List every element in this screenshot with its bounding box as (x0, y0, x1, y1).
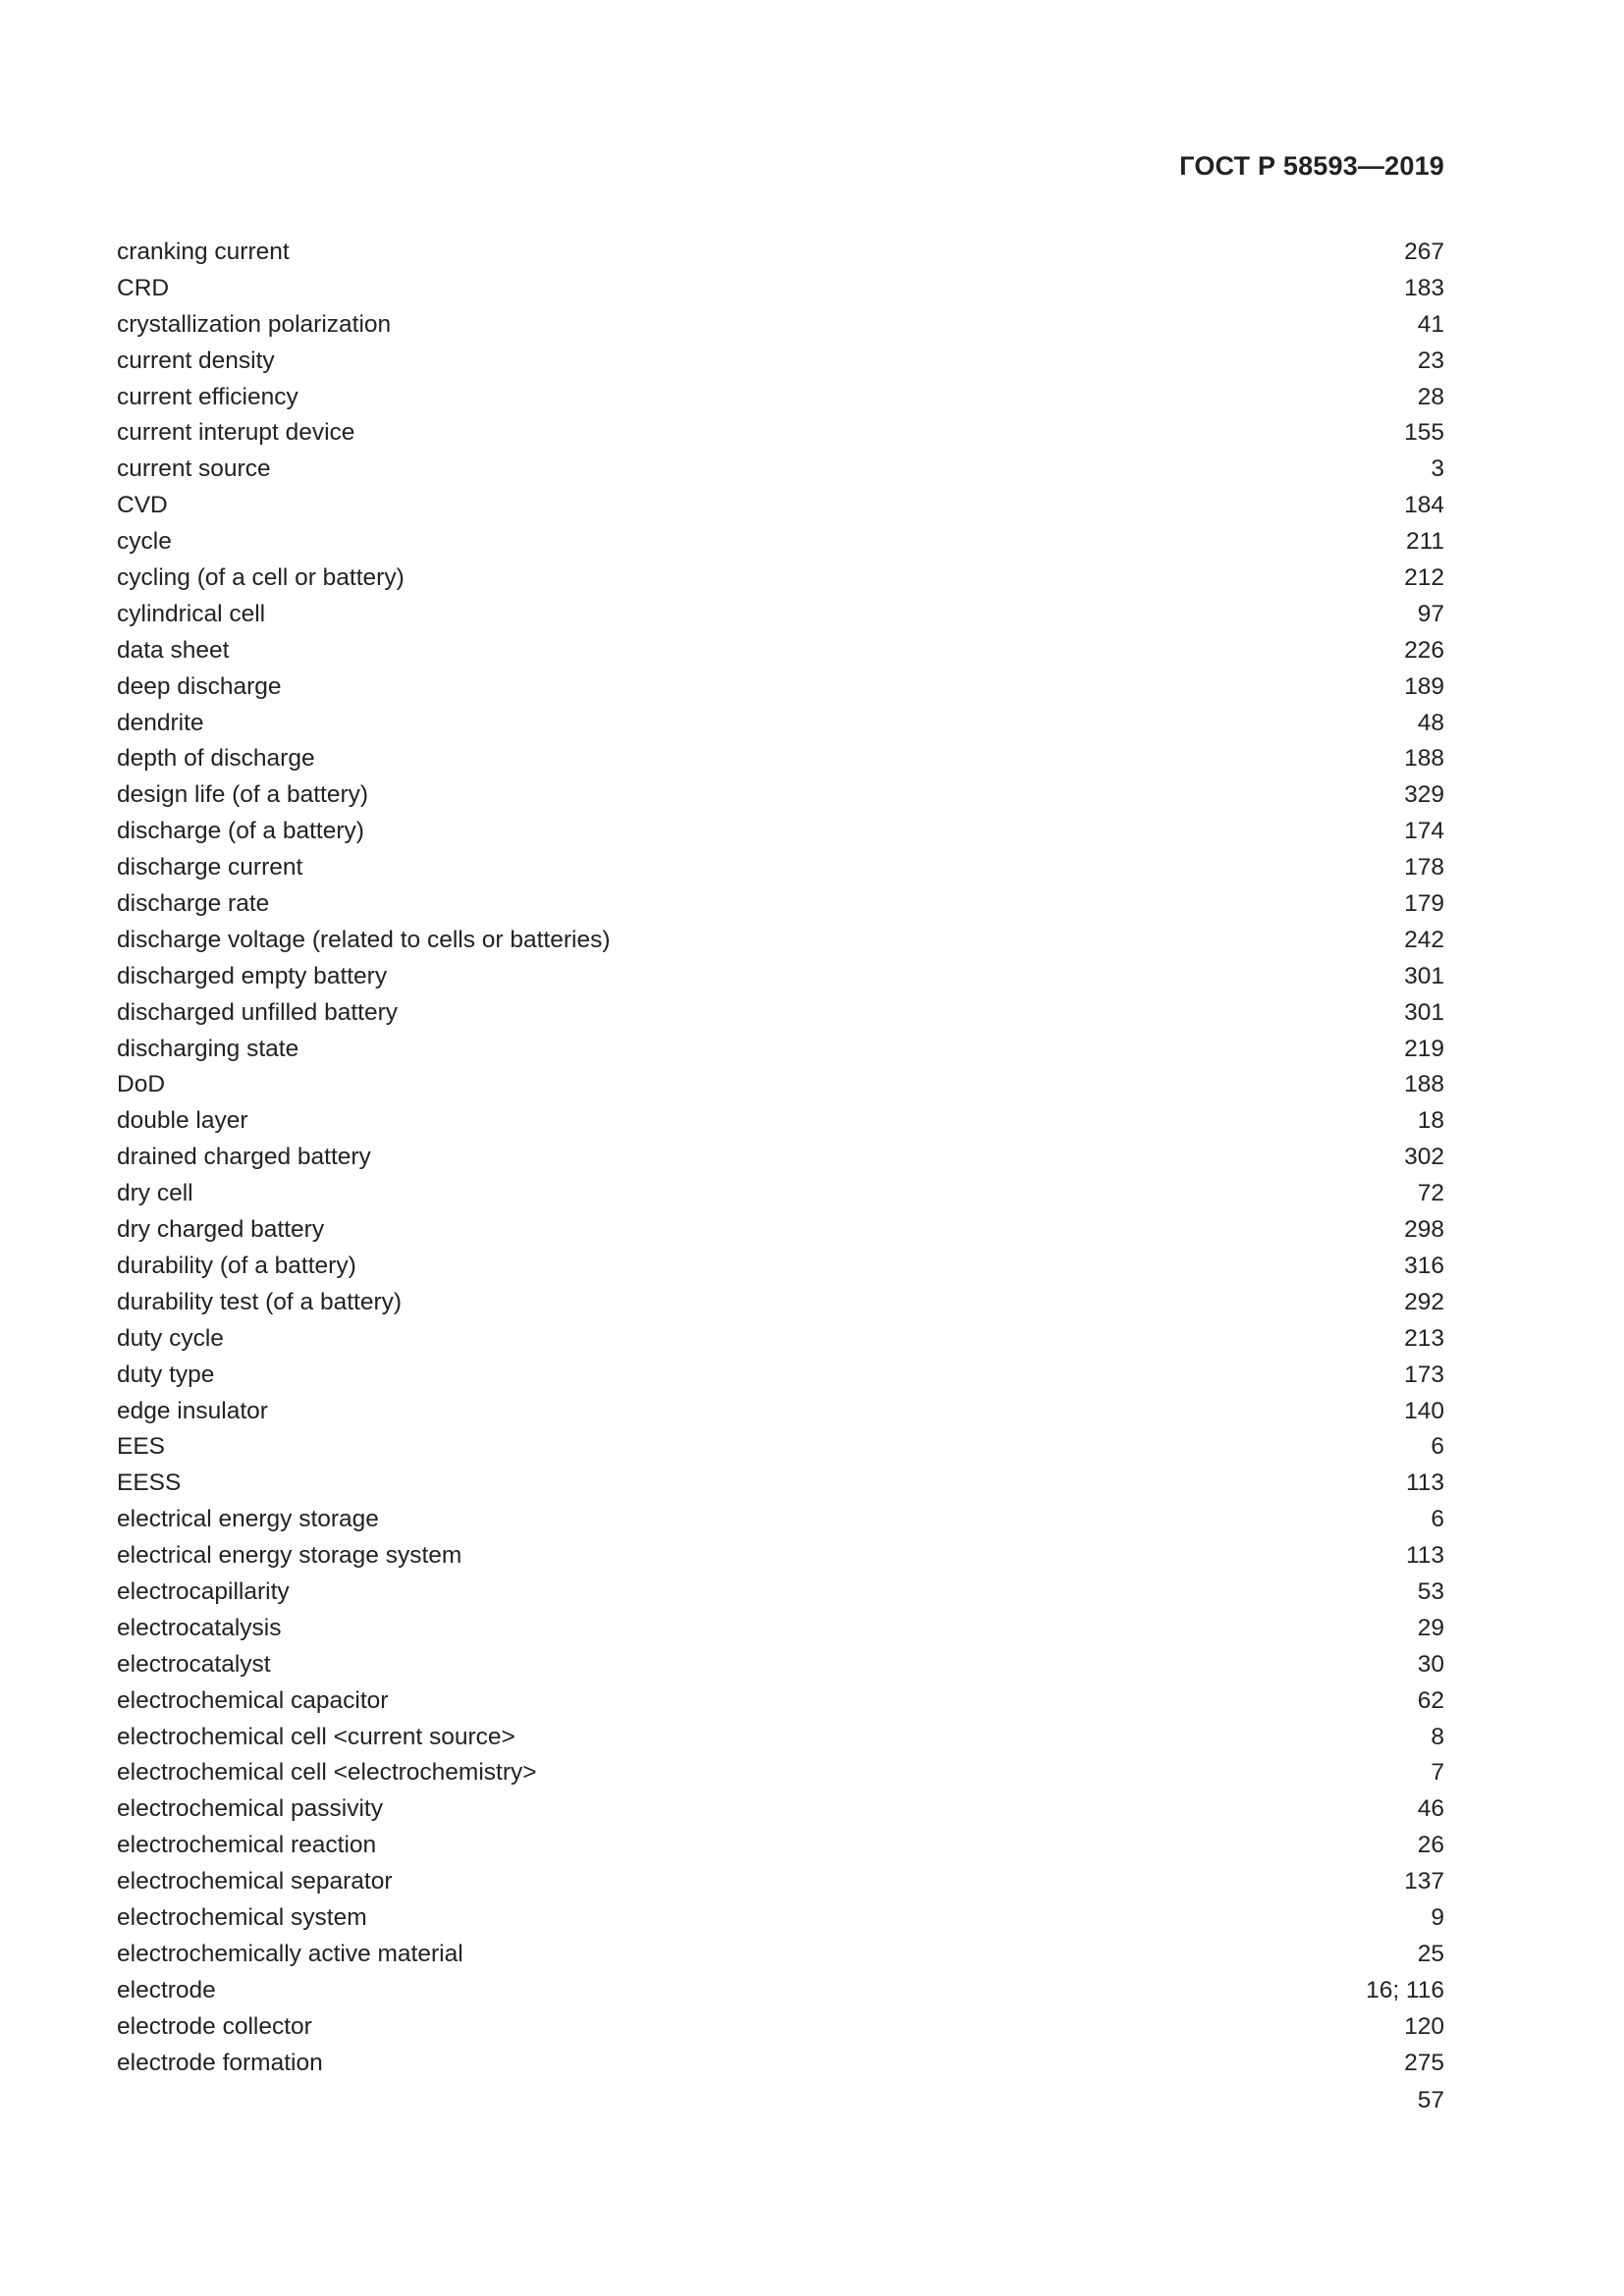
index-term: deep discharge (117, 672, 282, 700)
index-reference-number: 189 (1404, 672, 1444, 700)
index-term: durability test (of a battery) (117, 1288, 403, 1315)
index-entry (117, 344, 1444, 380)
index-term: data sheet (117, 636, 230, 664)
index-term: discharge rate (117, 890, 270, 918)
index-term: electrochemical capacitor (117, 1686, 389, 1714)
index-reference-number: 48 (1417, 709, 1444, 736)
index-term: electrode formation (117, 2049, 323, 2076)
index-term: dry cell (117, 1180, 193, 1207)
index-term: current efficiency (117, 383, 298, 410)
index-term: electrochemical system (117, 1903, 367, 1931)
index-list (117, 235, 1444, 2081)
index-entry (117, 923, 1444, 959)
index-entry (117, 307, 1444, 344)
index-reference-number: 242 (1404, 926, 1444, 953)
index-entry (117, 524, 1444, 561)
index-term: CVD (117, 492, 168, 519)
index-reference-number: 219 (1404, 1035, 1444, 1062)
index-entry (117, 1249, 1444, 1285)
index-reference-number: 267 (1404, 239, 1444, 265)
index-entry (117, 597, 1444, 633)
index-entry (117, 633, 1444, 669)
index-term: duty type (117, 1361, 215, 1388)
index-reference-number: 6 (1431, 1506, 1444, 1533)
index-reference-number: 6 (1431, 1433, 1444, 1461)
index-entry (117, 1176, 1444, 1212)
index-entry (117, 669, 1444, 706)
index-reference-number: 155 (1404, 419, 1444, 447)
index-entry (117, 1429, 1444, 1466)
index-entry (117, 380, 1444, 416)
index-reference-number: 113 (1405, 1542, 1444, 1570)
index-term: electrode (117, 1976, 216, 2003)
index-reference-number: 211 (1405, 528, 1444, 556)
index-reference-number: 188 (1404, 745, 1444, 773)
index-reference-number: 301 (1404, 998, 1444, 1026)
index-reference-number: 184 (1404, 492, 1444, 519)
index-entry (117, 1647, 1444, 1683)
index-term: edge insulator (117, 1397, 268, 1424)
index-reference-number: 53 (1417, 1577, 1444, 1605)
index-term: CRD (117, 274, 170, 301)
index-entry (117, 2009, 1444, 2046)
index-entry (117, 814, 1444, 850)
index-entry (117, 1212, 1444, 1249)
index-term: cylindrical cell (117, 600, 266, 627)
index-reference-number: 302 (1404, 1144, 1444, 1171)
index-term: current density (117, 347, 275, 374)
index-reference-number: 30 (1417, 1650, 1444, 1678)
index-entry (117, 488, 1444, 524)
index-entry (117, 1864, 1444, 1900)
index-term: depth of discharge (117, 745, 315, 773)
index-entry (117, 850, 1444, 886)
document-header-standard-id: ГОСТ Р 58593—2019 (1179, 151, 1444, 181)
index-term: EES (117, 1433, 166, 1461)
index-reference-number: 179 (1404, 890, 1444, 918)
index-entry (117, 1683, 1444, 1720)
index-reference-number: 26 (1417, 1832, 1444, 1859)
index-term: dry charged battery (117, 1216, 325, 1244)
index-entry (117, 271, 1444, 307)
index-reference-number: 3 (1431, 455, 1444, 483)
index-reference-number: 97 (1417, 600, 1444, 627)
index-term: dendrite (117, 709, 204, 736)
index-term: electrochemically active material (117, 1940, 463, 1967)
index-entry (117, 1720, 1444, 1756)
index-entry (117, 415, 1444, 452)
index-term: electrochemical reaction (117, 1832, 377, 1859)
index-reference-number: 316 (1404, 1252, 1444, 1279)
index-entry (117, 1575, 1444, 1611)
index-reference-number: 25 (1417, 1940, 1444, 1967)
index-reference-number: 62 (1417, 1686, 1444, 1714)
index-term: design life (of a battery) (117, 781, 369, 809)
index-term: electrode collector (117, 2012, 312, 2040)
index-entry (117, 1611, 1444, 1647)
index-reference-number: 137 (1404, 1868, 1444, 1896)
index-term: discharge (of a battery) (117, 818, 364, 845)
index-entry (117, 741, 1444, 777)
index-term: electrical energy storage system (117, 1542, 462, 1570)
page-number: 57 (1417, 2087, 1444, 2113)
index-entry (117, 959, 1444, 995)
index-entry (117, 1973, 1444, 2009)
index-reference-number: 183 (1404, 274, 1444, 301)
index-term: discharge current (117, 854, 303, 881)
index-entry (117, 1502, 1444, 1538)
index-reference-number: 113 (1405, 1469, 1444, 1497)
index-entry (117, 995, 1444, 1032)
index-term: electrochemical passivity (117, 1795, 383, 1823)
index-term: drained charged battery (117, 1144, 371, 1171)
index-entry (117, 777, 1444, 814)
index-term: electrocatalyst (117, 1650, 271, 1678)
index-reference-number: 72 (1417, 1180, 1444, 1207)
index-entry (117, 1755, 1444, 1791)
index-term: electrochemical cell <electrochemistry> (117, 1759, 537, 1787)
index-reference-number: 29 (1417, 1614, 1444, 1641)
index-reference-number: 46 (1417, 1795, 1444, 1823)
index-term: discharged unfilled battery (117, 998, 399, 1026)
index-entry (117, 1285, 1444, 1321)
index-term: current interupt device (117, 419, 355, 447)
index-term: EESS (117, 1469, 182, 1497)
index-term: discharged empty battery (117, 962, 388, 989)
index-entry (117, 1791, 1444, 1828)
index-term: electrochemical separator (117, 1868, 393, 1896)
index-entry (117, 1067, 1444, 1103)
index-reference-number: 120 (1404, 2012, 1444, 2040)
index-reference-number: 28 (1417, 383, 1444, 410)
index-entry (117, 1394, 1444, 1430)
index-term: cranking current (117, 239, 290, 265)
index-entry (117, 1321, 1444, 1358)
index-reference-number: 329 (1404, 781, 1444, 809)
index-reference-number: 23 (1417, 347, 1444, 374)
index-reference-number: 9 (1431, 1903, 1444, 1931)
index-entry (117, 1140, 1444, 1176)
index-term: electrical energy storage (117, 1506, 379, 1533)
index-term: electrochemical cell <current source> (117, 1723, 515, 1750)
index-reference-number: 41 (1417, 310, 1444, 338)
index-term: current source (117, 455, 271, 483)
index-entry (117, 1900, 1444, 1937)
index-term: durability (of a battery) (117, 1252, 356, 1279)
index-term: electrocapillarity (117, 1577, 290, 1605)
index-reference-number: 178 (1404, 854, 1444, 881)
index-entry (117, 1032, 1444, 1068)
index-reference-number: 292 (1404, 1288, 1444, 1315)
index-term: DoD (117, 1071, 166, 1098)
index-term: duty cycle (117, 1324, 224, 1352)
index-entry (117, 1828, 1444, 1864)
index-entry (117, 235, 1444, 271)
index-reference-number: 301 (1404, 962, 1444, 989)
index-entry (117, 1937, 1444, 1973)
index-reference-number: 8 (1431, 1723, 1444, 1750)
index-reference-number: 18 (1417, 1107, 1444, 1135)
index-entry (117, 706, 1444, 742)
index-entry (117, 561, 1444, 597)
index-term: crystallization polarization (117, 310, 392, 338)
index-entry (117, 2046, 1444, 2082)
index-entry (117, 886, 1444, 923)
index-reference-number: 275 (1404, 2049, 1444, 2076)
index-entry (117, 1538, 1444, 1575)
index-reference-number: 188 (1404, 1071, 1444, 1098)
index-reference-number: 140 (1404, 1397, 1444, 1424)
index-entry (117, 1466, 1444, 1502)
index-reference-number: 213 (1404, 1324, 1444, 1352)
index-term: cycling (of a cell or battery) (117, 564, 405, 592)
index-entry (117, 1103, 1444, 1140)
index-reference-number: 298 (1404, 1216, 1444, 1244)
index-reference-number: 174 (1404, 818, 1444, 845)
index-term: cycle (117, 528, 172, 556)
index-entry (117, 1358, 1444, 1394)
index-term: discharging state (117, 1035, 299, 1062)
index-reference-number: 7 (1431, 1759, 1444, 1787)
index-reference-number: 226 (1404, 636, 1444, 664)
index-term: electrocatalysis (117, 1614, 282, 1641)
index-reference-number: 16; 116 (1366, 1976, 1444, 2003)
index-reference-number: 212 (1404, 564, 1444, 592)
index-entry (117, 452, 1444, 488)
index-reference-number: 173 (1404, 1361, 1444, 1388)
index-term: double layer (117, 1107, 248, 1135)
index-term: discharge voltage (related to cells or batteries) (117, 926, 611, 953)
